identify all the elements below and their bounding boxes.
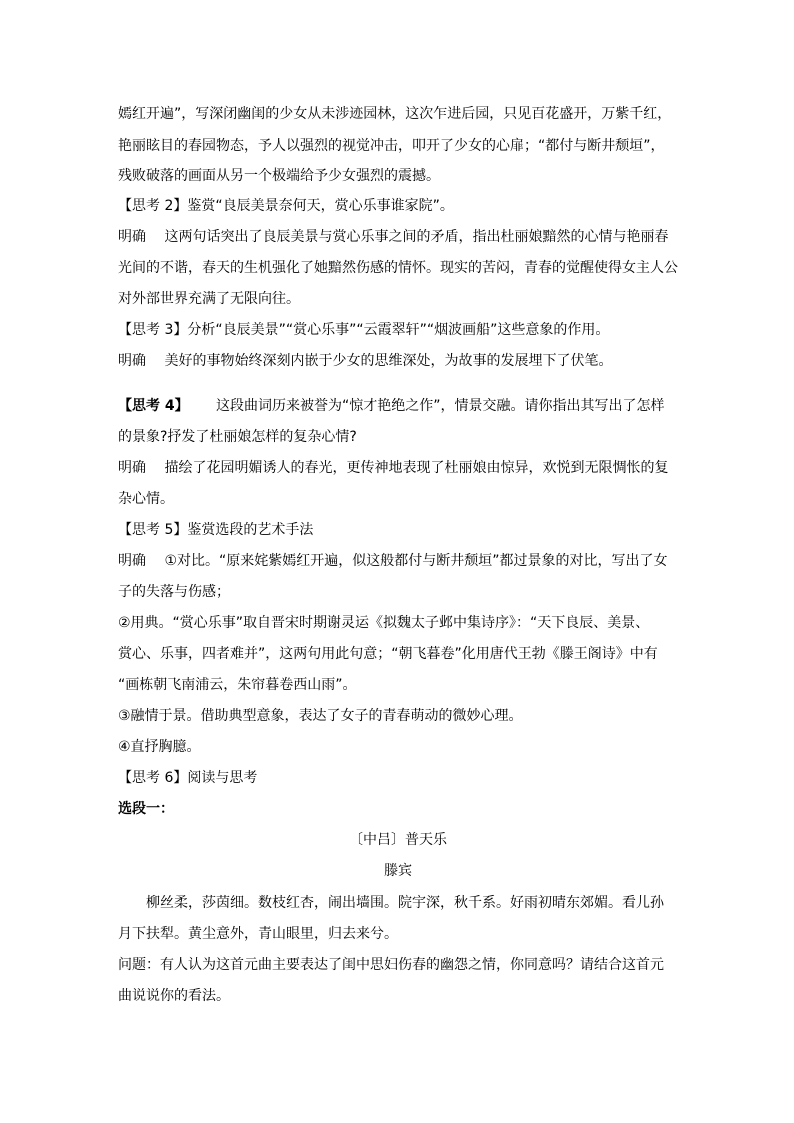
document-page — [118, 0, 678, 1123]
question-heading-3: 【思考 3】分析“良辰美景”“赏心乐事”“云霞翠轩”“烟波画船”这些意象的作用。 — [118, 322, 610, 338]
section-label: 选段一： — [118, 801, 174, 817]
answer-line: ②用典。“赏心乐事”取自晋宋时期谢灵运《拟魏太子邺中集诗序》：“天下良辰、美景、 — [118, 615, 650, 631]
question-heading-5: 【思考 5】鉴赏选段的艺术手法 — [118, 522, 314, 538]
answer-line: ③融情于景。借助典型意象，表达了女子的青春萌动的微妙心理。 — [118, 708, 523, 724]
answer-line: 子的失落与伤感； — [118, 584, 230, 600]
question-heading-6: 【思考 6】阅读与思考 — [118, 770, 258, 786]
question-prompt: 问题：有人认为这首元曲主要表达了闺中思妇伤春的幽怨之情，你同意吗？请结合这首元 — [118, 957, 664, 973]
answer-line: 杂心情。 — [118, 491, 174, 507]
paragraph-line: 嫣红开遍”，写深闭幽闺的少女从未涉迹园林，这次乍进后园，只见百花盛开，万紫千红， — [118, 106, 672, 122]
paragraph-line: 艳丽眩目的春园物态，予人以强烈的视觉冲击，叩开了少女的心扉；“都付与断井颓垣”， — [118, 138, 665, 154]
question-heading-4: 【思考 4】 — [118, 398, 189, 414]
answer-line: 对外部世界充满了无限向往。 — [118, 291, 300, 307]
answer-line: 光间的不谐，春天的生机强化了她黯然伤感的情怀。现实的苦闷，青春的觉醒使得女主人公 — [118, 260, 678, 276]
answer-line: 赏心、乐事，四者难并”，这两句用此句意；“朝飞暮卷”化用唐代王勃《滕王阁诗》中有 — [118, 646, 658, 662]
poem-line: 柳丝柔，莎茵细。数枝红杏，闹出墙围。院宇深，秋千系。好雨初晴东郊媚。看儿孙 — [146, 895, 664, 911]
question-heading-2: 【思考 2】鉴赏“良辰美景奈何天，赏心乐事谁家院”。 — [118, 198, 454, 214]
answer-line: ④直抒胸臆。 — [118, 739, 201, 755]
answer-line: 明确 这两句话突出了良辰美景与赏心乐事之间的矛盾，指出杜丽娘黯然的心情与艳丽春 — [118, 229, 669, 245]
paragraph-line: 残败破落的画面从另一个极端给予少女强烈的震撼。 — [118, 168, 440, 184]
question-text-4: 这段曲词历来被誉为“惊才艳绝之作”，情景交融。请你指出其写出了怎样 — [216, 398, 665, 414]
question-text-line: 的景象?抒发了杜丽娘怎样的复杂心情? — [118, 429, 357, 445]
poem-title: 〔中吕〕普天乐 — [349, 832, 447, 848]
answer-line: 明确 描绘了花园明媚诱人的春光，更传神地表现了杜丽娘由惊异，欢悦到无限惆怅的复 — [118, 460, 669, 476]
poem-line: 月下扶犁。黄尘意外，青山眼里，归去来兮。 — [118, 926, 398, 942]
answer-line: 明确 美好的事物始终深刻内嵌于少女的思维深处，为故事的发展埋下了伏笔。 — [118, 353, 613, 369]
answer-line: 明确 ①对比。“原来姹紫嫣红开遍，似这般都付与断井颓垣”都过景象的对比，写出了女 — [118, 553, 668, 569]
answer-line: “画栋朝飞南浦云，朱帘暮卷西山雨”。 — [118, 677, 357, 693]
question-prompt: 曲说说你的看法。 — [118, 988, 230, 1004]
poem-author: 滕宾 — [384, 863, 412, 879]
